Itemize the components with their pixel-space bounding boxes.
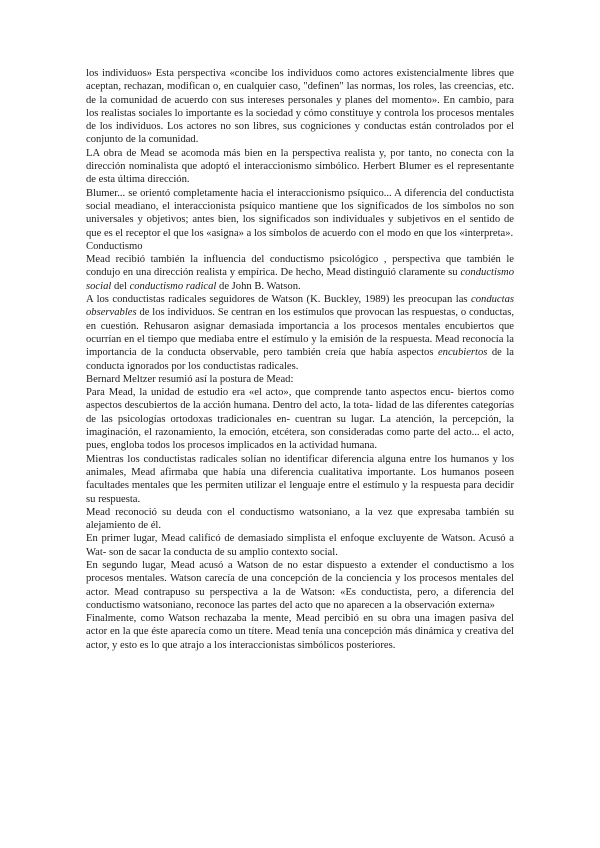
italic-term: conductismo radical (129, 280, 217, 292)
body-paragraph (86, 187, 514, 240)
body-paragraph (86, 532, 514, 559)
body-paragraph (86, 506, 514, 533)
body-paragraph (86, 373, 514, 386)
text-run: LA obra de Mead se acomoda más bien en la perspectiva realista y, por tanto, no conecta con la dirección nominalista que adoptó el interaccionismo simbólico. Herbert Blumer es el representante de esta última dirección. (86, 147, 514, 186)
text-run: Conductismo (86, 240, 143, 252)
text-run: del (111, 280, 130, 292)
body-paragraph (86, 253, 514, 293)
italic-term: encubiertos (437, 347, 488, 359)
text-run: de la conducta ignorados por los conductistas radicales. (86, 347, 514, 372)
italic-term: conductas observables (86, 294, 514, 319)
body-paragraph (86, 147, 514, 187)
body-paragraph (86, 67, 514, 147)
body-paragraph (86, 453, 514, 506)
italic-term: conductismo social (86, 267, 514, 292)
text-run: Mientras los conductistas radicales solían no identificar diferencia alguna entre los humanos y los animales, Mead afirmaba que había una diferencia cualitativa importante. Los humanos poseen facultades mentales que les permiten utilizar el lenguaje entre el estímulo y la respuesta para decidir su respuesta. (86, 453, 514, 505)
text-run: Mead recibió también la influencia del conductismo psicológico , perspectiva que también le condujo en una dirección realista y empírica. De hecho, Mead distinguió claramente su (86, 254, 514, 279)
body-paragraph (86, 559, 514, 612)
text-run: Bernard Meltzer resumió así la postura de Mead: (86, 373, 294, 385)
text-run: Para Mead, la unidad de estudio era «el acto», que comprende tanto aspectos encu- biertos como aspectos descubiertos de la acción humana. Dentro del acto, la tota- lidad de las diferentes categorías de las psicologías ortodoxas tradicionales en- cuentran su lugar. La atención, la percepción, la imaginación, el razonamiento, la emoción, etcétera, son consideradas como parte del acto... el acto, pues, engloba todos los procesos implicados en la actividad humana. (86, 387, 514, 452)
text-run: Mead reconoció su deuda con el conductismo watsoniano, a la vez que expresaba también su alejamiento de él. (86, 506, 514, 532)
text-run: de los individuos. Se centran en los estímulos que provocan las respuestas, o conductas, en cuestión. Rehusaron asignar demasiada importancia a los procesos mentales encubiertos que ocurrían en el tiempo que mediaba entre el estímulo y la emisión de la respuesta. Mead reconocía la importancia de la conducta observable, pero también creía que había aspectos (86, 307, 514, 359)
body-paragraph (86, 612, 514, 652)
section-heading (86, 240, 514, 253)
text-run: A los conductistas radicales seguidores de Watson (K. Buckley, 1989) les preocupan las (86, 294, 472, 306)
text-run: Blumer... se orientó completamente hacia el interaccionismo psíquico... A diferencia del conductista social meadiano, el interaccionista psíquico mantiene que los significados de los símbolos no son universales y objetivos; antes bien, los significados son individuales y subjetivos en el sentido de que es el receptor el que los «asigna» a los símbolos de acuerdo con el modo en que los «interpreta». (86, 187, 514, 239)
text-run: de John B. Watson. (216, 280, 301, 292)
text-run: En primer lugar, Mead calificó de demasiado simplista el enfoque excluyente de Watson. Acusó a Wat- son de sacar la conducta de su amplio contexto social. (86, 533, 514, 558)
text-run: En segundo lugar, Mead acusó a Watson de no estar dispuesto a extender el conductismo a los procesos mentales. Watson carecía de una concepción de la conciencia y los procesos mentales del actor. Mead contrapuso su perspectiva a la de Watson: «Es conductista, pero, a diferencia del conductismo watsoniano, reconoce las partes del acto que no aparecen a la observación externa» (86, 559, 514, 611)
text-run: los individuos» Esta perspectiva «concibe los individuos como actores existencialmente libres que aceptan, rechazan, modifican o, en cualquier caso, "definen" las normas, los roles, las creencias, etc. de la comunidad de acuerdo con sus intereses personales y planes del momento». En cambio, para los realistas sociales lo importante es la sociedad y cómo constituye y controla los procesos mentales de los individuos. Los actores no son libres, sus cogniciones y conductas están controlados por el conjunto de la comunidad. (86, 68, 514, 146)
body-paragraph (86, 293, 514, 373)
document-page (86, 67, 514, 652)
body-paragraph (86, 386, 514, 452)
text-run: Finalmente, como Watson rechazaba la mente, Mead percibió en su obra una imagen pasiva del actor en la que éste aparecía como un títere. Mead tenía una concepción más dinámica y creativa del actor, y esto es lo que atrajo a los interaccionistas simbólicos posteriores. (86, 613, 514, 651)
